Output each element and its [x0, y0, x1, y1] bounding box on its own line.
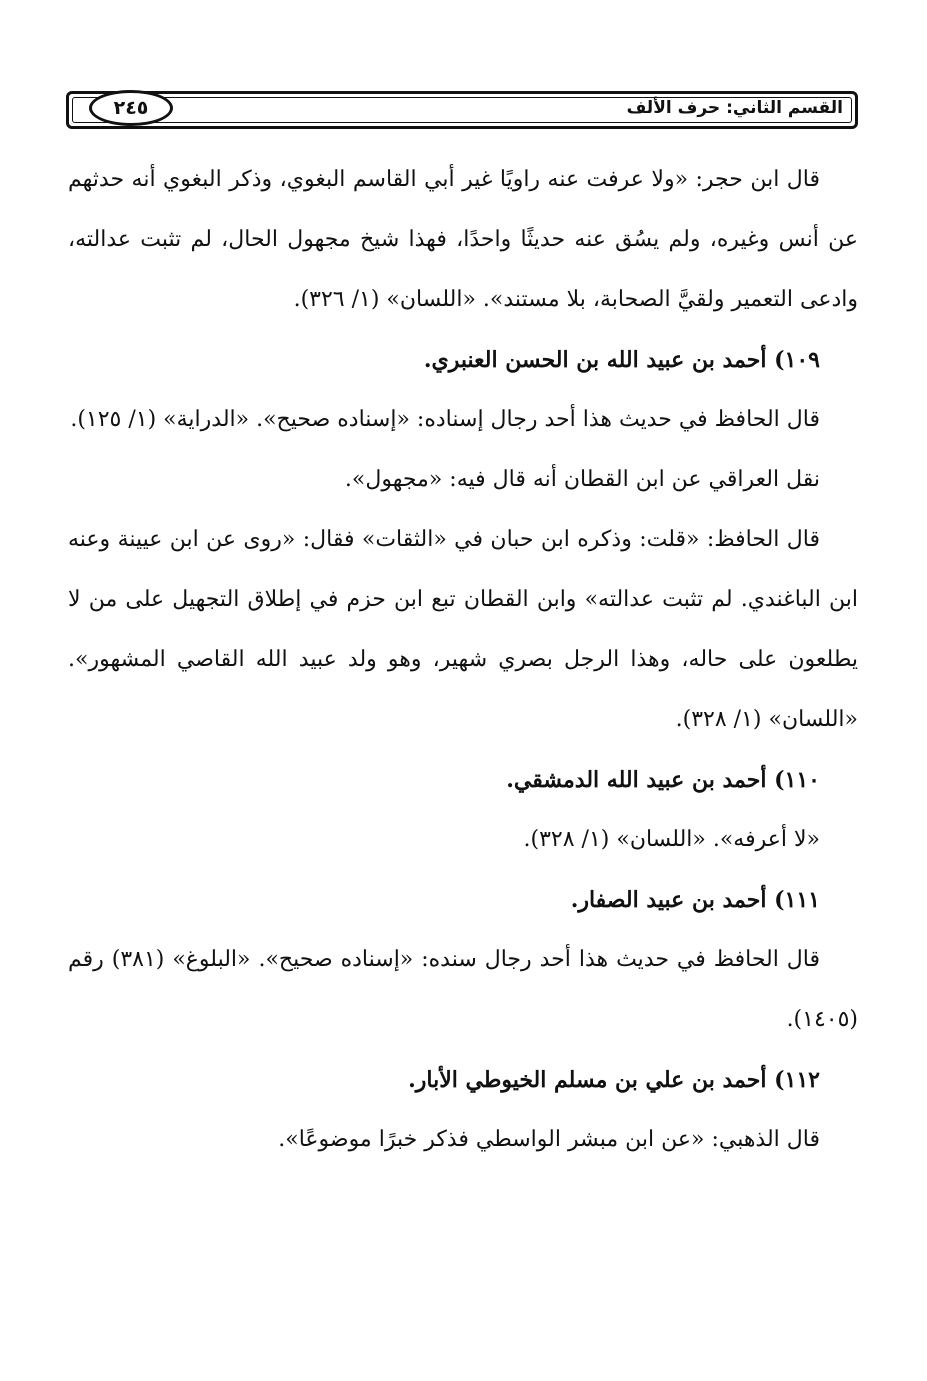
paragraph-iraqi-note: نقل العراقي عن ابن القطان أنه قال فيه: «مجهول». [344, 467, 820, 492]
entry-heading-109: ١٠٩) أحمد بن عبيد الله بن الحسن العنبري. [423, 347, 820, 373]
page-number-badge: ٢٤٥ [89, 90, 173, 126]
paragraph-ibn-hajar-quote: قال ابن حجر: «ولا عرفت عنه راويًا غير أبي القاسم البغوي، وذكر البغوي أنه حدثهم عن أنس وغيره، ولم يسُق عنه حديثًا واحدًا، فهذا شيخ مجهول الحال، لم تثبت عدالته، وادعى التعمير ولقيَّ الصحابة، بلا مستند». «اللسان» (١/ ٣٢٦). [68, 167, 858, 312]
paragraph-la-arifuhu: «لا أعرفه». «اللسان» (١/ ٣٢٨). [523, 827, 820, 852]
paragraph-dhahabi-note: قال الذهبي: «عن ابن مبشر الواسطي فذكر خبرًا موضوعًا». [278, 1127, 820, 1152]
page-body [68, 150, 858, 1170]
page-header [66, 91, 858, 129]
paragraph-hafiz-thiqat: قال الحافظ: «قلت: وذكره ابن حبان في «الثقات» فقال: «روى عن ابن عيينة وعنه ابن الباغندي. لم تثبت عدالته» وابن القطان تبع ابن حزم في إطلاق التجهيل على من لا يطلعون على حاله، وهذا الرجل بصري شهير، وهو ولد عبيد الله القاصي المشهور». «اللسان» (١/ ٣٢٨). [68, 527, 858, 732]
entry-heading-110: ١١٠) أحمد بن عبيد الله الدمشقي. [506, 767, 820, 793]
paragraph-hafiz-dirayah: قال الحافظ في حديث هذا أحد رجال إسناده: «إسناده صحيح». «الدراية» (١/ ١٢٥). [70, 407, 820, 432]
running-head: القسم الثاني: حرف الألف [626, 98, 843, 118]
entry-heading-111: ١١١) أحمد بن عبيد الصفار. [570, 887, 820, 913]
entry-heading-112: ١١٢) أحمد بن علي بن مسلم الخيوطي الأبار. [408, 1067, 820, 1093]
paragraph-hafiz-bulugh: قال الحافظ في حديث هذا أحد رجال سنده: «إسناده صحيح». «البلوغ» (٣٨١) رقم (١٤٠٥). [68, 947, 858, 1032]
